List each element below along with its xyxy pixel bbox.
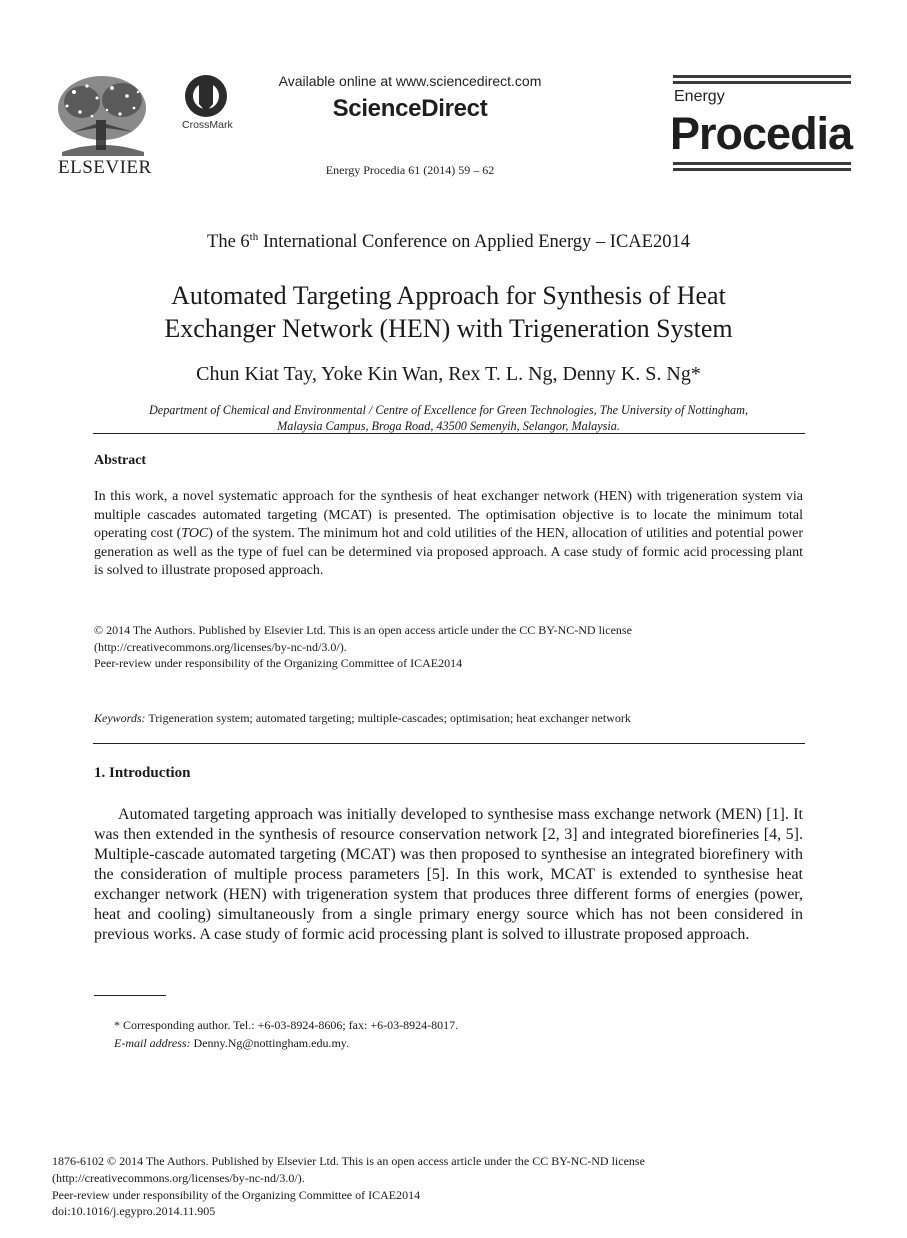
keywords-label: Keywords: <box>94 711 146 725</box>
email-note <box>114 1036 349 1051</box>
license-statement <box>94 622 803 672</box>
introduction-heading: 1. Introduction <box>94 765 191 781</box>
journal-word-energy: Energy <box>674 88 725 105</box>
conference-prefix: The 6 <box>207 232 250 253</box>
procedia-bottom-rules <box>673 162 851 174</box>
corresponding-author-note: * Corresponding author. Tel.: +6-03-8924-8606; fax: +6-03-8924-8017. <box>114 1018 459 1032</box>
publisher-name: ELSEVIER <box>58 157 152 178</box>
divider <box>93 743 805 744</box>
license-line: © 2014 The Authors. Published by Elsevier Ltd. This is an open access article under the CC BY-NC-ND license <box>94 623 632 637</box>
conference-name <box>40 231 857 253</box>
email-address[interactable]: Denny.Ng@nottingham.edu.my. <box>190 1036 350 1050</box>
footer-license-link[interactable]: (http://creativecommons.org/licenses/by-nc-nd/3.0/). <box>52 1170 305 1185</box>
abstract-text-part: ) of the system. The minimum hot and cold utilities of the HEN, allocation of utilities and potential power generation as well as the type of fuel can be determined via proposed approach. A case study of formic acid processing plant is solved to illustrate proposed approach. <box>94 526 803 578</box>
abstract-heading: Abstract <box>94 453 147 468</box>
footnote-rule <box>94 995 166 996</box>
sciencedirect-logo: ScienceDirect <box>332 95 488 122</box>
email-label: E-mail address: <box>114 1036 191 1050</box>
procedia-top-rules <box>673 75 851 87</box>
paper-title-line: Exchanger Network (HEN) with Trigeneration System <box>164 314 733 343</box>
affiliation-line: Malaysia Campus, Broga Road, 43500 Semenyih, Selangor, Malaysia. <box>277 419 620 433</box>
affiliation <box>80 402 817 434</box>
doi-link[interactable]: doi:10.1016/j.egypro.2014.11.905 <box>52 1204 216 1219</box>
keywords <box>94 711 803 726</box>
divider <box>93 433 805 434</box>
paper-title-line: Automated Targeting Approach for Synthesis of Heat <box>171 281 726 310</box>
journal-word-procedia: Procedia <box>670 108 853 159</box>
abstract-toc-term: TOC <box>181 526 209 541</box>
keywords-text: Trigeneration system; automated targeting; multiple-cascades; optimisation; heat exchanger network <box>145 711 631 725</box>
paper-title <box>80 279 817 345</box>
introduction-text: Automated targeting approach was initially developed to synthesise mass exchange network (MEN) [1]. It was then extended in the synthesis of resource conservation network [2, 3] and integrated biorefineries [4, 5]. Multiple-cascade automated targeting (MCAT) was then proposed to synthesise an integrated biorefinery with the consideration of multiple process parameters [5]. In this work, MCAT is extended to synthesise heat exchanger network (HEN) with trigeneration system that produces three different forms of energies (power, heat and cooling) simultaneously from a single primary energy source which has not been considered in previous works. A case study of formic acid processing plant is solved to illustrate proposed approach. <box>94 806 803 943</box>
author-list: Chun Kiat Tay, Yoke Kin Wan, Rex T. L. Ng, Denny K. S. Ng* <box>196 363 701 385</box>
abstract-text <box>94 488 803 581</box>
copyright-footer <box>52 1153 852 1220</box>
available-online-text[interactable]: Available online at www.sciencedirect.com <box>278 73 542 89</box>
footer-line: Peer-review under responsibility of the Organizing Committee of ICAE2014 <box>52 1187 421 1202</box>
affiliation-line: Department of Chemical and Environmental / Centre of Excellence for Green Technologies, The University of Nottingham, <box>149 403 748 417</box>
peer-review-line: Peer-review under responsibility of the Organizing Committee of ICAE2014 <box>94 656 463 670</box>
conference-suffix: International Conference on Applied Energy – ICAE2014 <box>258 232 690 253</box>
license-link[interactable]: (http://creativecommons.org/licenses/by-nc-nd/3.0/). <box>94 639 347 654</box>
journal-reference: Energy Procedia 61 (2014) 59 – 62 <box>325 163 495 177</box>
conference-ordinal: th <box>249 231 259 243</box>
crossmark-label: CrossMark <box>182 119 233 131</box>
footer-line: 1876-6102 © 2014 The Authors. Published by Elsevier Ltd. This is an open access article under the CC BY-NC-ND license <box>52 1154 645 1168</box>
abstract-text-part: In this work, a novel systematic approach for the synthesis of heat exchanger network (HEN) with trigeneration system via multiple cascades automated targeting (MCAT) is presented. The optimisation objective is to locate the minimum total operating cost ( <box>94 489 803 541</box>
